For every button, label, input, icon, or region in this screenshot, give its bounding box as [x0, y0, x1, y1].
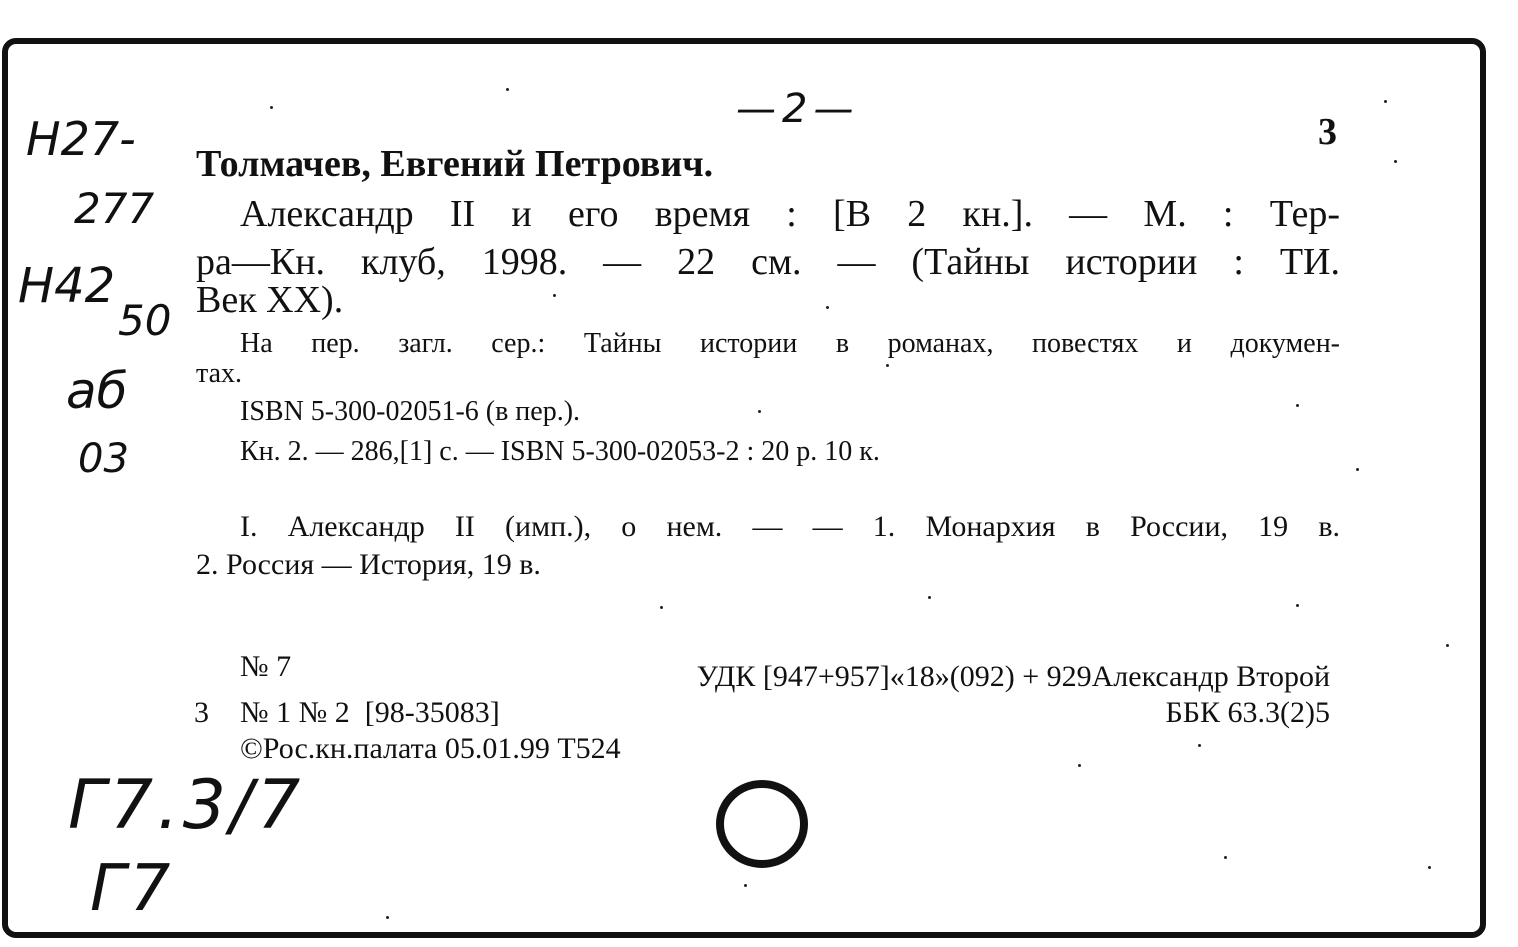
bbk-line: ББК 63.3(2)5: [1165, 696, 1330, 729]
footer-digit: 3: [194, 696, 209, 729]
handwritten-shelfmark-2: Г7: [90, 852, 175, 926]
title-line-2: ра—Кн. клуб, 1998. — 22 см. — (Тайны истории : ТИ.: [196, 241, 1340, 283]
scan-speck: [928, 596, 931, 599]
scan-speck: [1224, 856, 1227, 859]
title-line-1: Александр II и его время : [В 2 кн.]. — М. : Тер-: [240, 193, 1340, 235]
author-heading: Толмачев, Евгений Петрович.: [196, 143, 714, 185]
scan-speck: [1428, 866, 1431, 869]
scan-speck: [660, 606, 663, 609]
scan-speck: [1078, 764, 1081, 767]
scan-speck: [886, 364, 889, 367]
title-line-3: Век ХХ).: [196, 279, 344, 321]
copyright-line: ©Рос.кн.палата 05.01.99 Т524: [240, 732, 621, 765]
isbn-line: ISBN 5-300-02051-6 (в пер.).: [240, 396, 581, 427]
note-line-2: тах.: [196, 358, 243, 389]
catalog-card: [2, 38, 1486, 938]
udc-line: УДК [947+957]«18»(092) + 929Александр Второй: [696, 660, 1330, 693]
scan-speck: [506, 88, 509, 91]
number-line: № 7: [240, 650, 292, 683]
scan-speck: [1296, 404, 1299, 407]
handwritten-note-4: 50: [118, 296, 172, 345]
scan-speck: [1356, 468, 1359, 471]
scan-speck: [1198, 744, 1201, 747]
handwritten-note-3: H42: [18, 258, 116, 314]
handwritten-note-6: 03: [78, 436, 129, 482]
card-number: 3: [1318, 111, 1337, 153]
scan-speck: [758, 410, 761, 413]
scan-speck: [826, 306, 829, 309]
handwritten-note-2: 277: [74, 184, 155, 233]
scan-speck: [1394, 160, 1397, 163]
book-line: Кн. 2. — 286,[1] с. — ISBN 5-300-02053-2 : 20 р. 10 к.: [240, 436, 880, 467]
page-mark: —2—: [736, 86, 860, 132]
subject-line-1: I. Александр II (имп.), о нем. — — 1. Монархия в России, 19 в.: [240, 510, 1340, 543]
scan-speck: [553, 294, 556, 297]
handwritten-shelfmark: Г7.3/7: [68, 766, 305, 845]
scan-speck: [270, 106, 273, 109]
punch-hole-circle: [708, 774, 818, 874]
scan-speck: [1296, 604, 1299, 607]
scan-speck: [1384, 100, 1387, 103]
subject-line-2: 2. Россия — История, 19 в.: [196, 548, 541, 581]
handwritten-note-5: аб: [66, 362, 128, 420]
scan-speck: [386, 916, 389, 919]
handwritten-note-1: H27-: [26, 112, 136, 166]
scan-speck: [1446, 644, 1449, 647]
note-line-1: На пер. загл. сер.: Тайны истории в романах, повестях и докумен-: [240, 328, 1340, 359]
footer-numbers: № 1 № 2 [98-35083]: [240, 696, 500, 729]
scan-speck: [744, 884, 747, 887]
